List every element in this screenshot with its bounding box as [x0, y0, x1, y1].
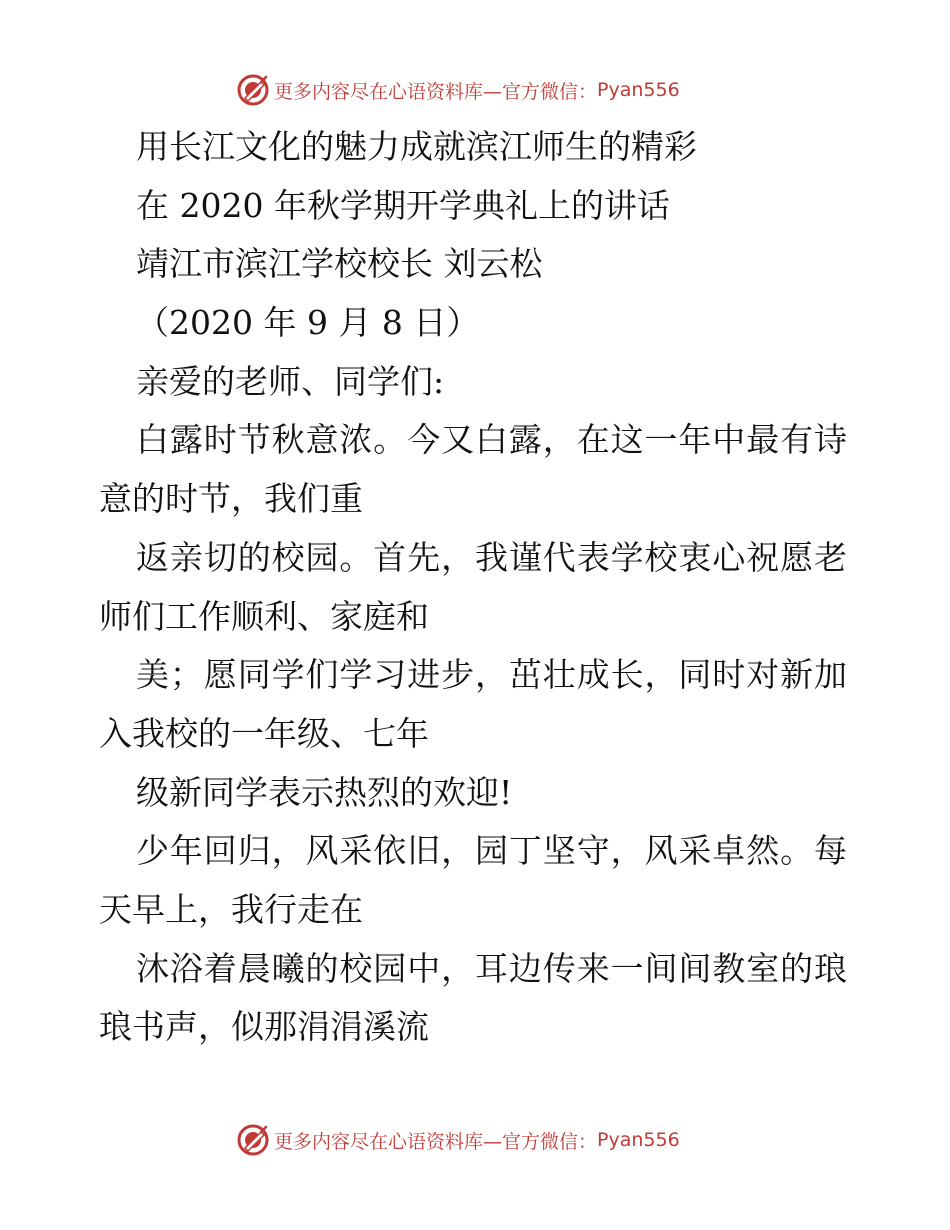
document-title: 用长江文化的魅力成就滨江师生的精彩 — [136, 127, 697, 166]
paragraph-line: 天早上，我行走在 — [99, 889, 363, 929]
document-subtitle: 在 2020 年秋学期开学典礼上的讲话 — [136, 185, 670, 225]
document-body — [99, 118, 859, 1057]
footer-wechat-id: Pyan556 — [597, 1129, 680, 1151]
paragraph-line: 入我校的一年级、七年 — [99, 713, 429, 753]
paragraph-line: 返亲切的校园。首先，我谨代表学校衷心祝愿老 — [136, 537, 848, 577]
paragraph-line: 级新同学表示热烈的欢迎! — [136, 772, 513, 812]
red-pen-circle-logo-icon — [236, 1123, 270, 1157]
paragraph-line: 美；愿同学们学习进步，茁壮成长，同时对新加 — [136, 655, 848, 695]
paragraph-line: 白露时节秋意浓。今又白露，在这一年中最有诗 — [136, 420, 848, 460]
paragraph-line: 琅书声，似那涓涓溪流 — [99, 1007, 429, 1047]
paragraph-line: 沐浴着晨曦的校园中，耳边传来一间间教室的琅 — [136, 948, 848, 988]
paragraph-line: 意的时节，我们重 — [99, 479, 363, 519]
footer-banner — [236, 1122, 716, 1158]
paragraph-line: 少年回归，风采依旧，园丁坚守，风采卓然。每 — [136, 831, 848, 871]
document-author: 靖江市滨江学校校长 刘云松 — [136, 244, 543, 284]
document-date: （2020 年 9 月 8 日） — [136, 303, 480, 343]
header-banner-text: 更多内容尽在心语资料库—官方微信： — [274, 80, 598, 103]
red-pen-circle-logo-icon — [236, 73, 270, 107]
footer-banner-text: 更多内容尽在心语资料库—官方微信： — [274, 1130, 598, 1153]
document-salutation: 亲爱的老师、同学们: — [136, 361, 445, 401]
paragraph-line: 师们工作顺利、家庭和 — [99, 596, 429, 636]
header-banner — [236, 72, 716, 108]
header-wechat-id: Pyan556 — [597, 79, 680, 101]
